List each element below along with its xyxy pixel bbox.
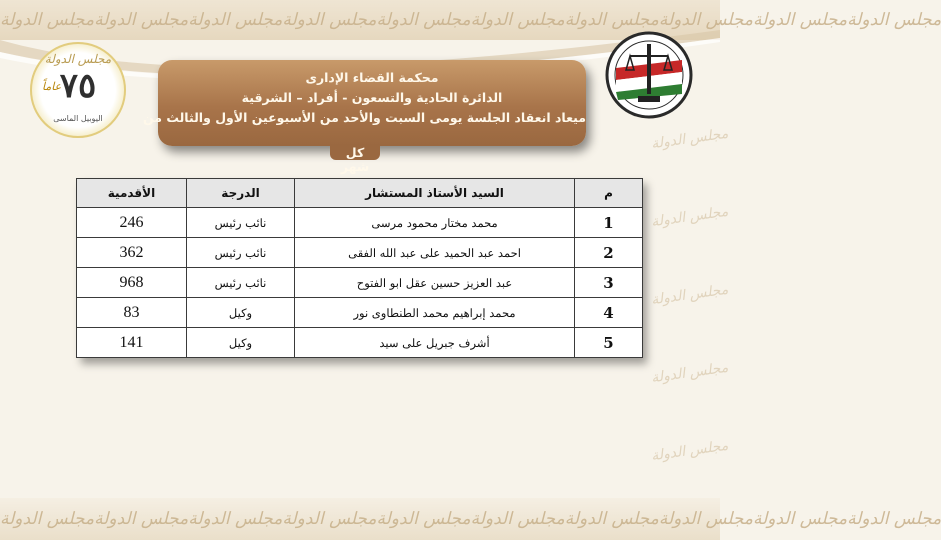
court-name: محكمة القضاء الإدارى	[305, 70, 439, 85]
watermark-text: مجلس الدولة	[847, 509, 941, 529]
watermark-text: مجلس الدولة	[847, 10, 941, 30]
badge-number: ٧٥	[59, 66, 97, 106]
counselor-rank: نائب رئيس	[187, 238, 295, 268]
watermark-text: مجلس الدولة	[658, 509, 753, 529]
counselor-rank: نائب رئيس	[187, 208, 295, 238]
counselor-seniority: 362	[77, 238, 187, 268]
counselor-name: عبد العزيز حسين عقل ابو الفتوح	[295, 268, 575, 298]
counselor-name: محمد إبراهيم محمد الطنطاوى نور	[295, 298, 575, 328]
watermark-text: مجلس الدولة	[94, 509, 189, 529]
judges-table	[76, 178, 643, 358]
table-row	[77, 328, 643, 358]
watermark-text: مجلس الدولة	[650, 203, 730, 231]
table-row	[77, 238, 643, 268]
counselor-seniority: 968	[77, 268, 187, 298]
watermark-text: مجلس الدولة	[188, 509, 283, 529]
watermark-text: مجلس الدولة	[753, 509, 848, 529]
badge-jubilee-label: اليوبيل الماسى	[53, 114, 103, 123]
table-row	[77, 208, 643, 238]
watermark-text: مجلس الدولة	[470, 10, 565, 30]
watermark-text: مجلس الدولة	[0, 509, 95, 529]
watermark-text: مجلس الدولة	[753, 10, 848, 30]
column-header-seniority: الأقدمية	[77, 179, 187, 208]
watermark-text: مجلس الدولة	[282, 10, 377, 30]
watermark-text: مجلس الدولة	[650, 125, 730, 153]
column-header-name: السيد الأستاذ المستشار	[295, 179, 575, 208]
watermark-text: مجلس الدولة	[564, 509, 659, 529]
counselor-rank: وكيل	[187, 328, 295, 358]
badge-top-text: مجلس الدولة	[44, 52, 112, 66]
watermark-text: مجلس الدولة	[470, 509, 565, 529]
watermark-text: مجلس الدولة	[282, 509, 377, 529]
watermark-text: مجلس الدولة	[376, 509, 471, 529]
court-emblem-logo	[604, 30, 694, 120]
counselor-rank: نائب رئيس	[187, 268, 295, 298]
watermark-text: مجلس الدولة	[564, 10, 659, 30]
session-schedule-continuation: كل شهر	[330, 146, 380, 160]
badge-years-label: عاماً	[42, 80, 62, 93]
row-number: 4	[575, 298, 643, 328]
counselor-rank: وكيل	[187, 298, 295, 328]
side-watermarks	[650, 100, 730, 490]
counselor-name: محمد مختار محمود مرسى	[295, 208, 575, 238]
row-number: 5	[575, 328, 643, 358]
counselor-name: أشرف جبريل على سيد	[295, 328, 575, 358]
column-header-num: م	[575, 179, 643, 208]
circuit-name: الدائرة الحادية والتسعون - أفراد – الشرقية	[241, 90, 503, 105]
row-number: 2	[575, 238, 643, 268]
column-header-rank: الدرجة	[187, 179, 295, 208]
counselor-seniority: 83	[77, 298, 187, 328]
watermark-text: مجلس الدولة	[0, 10, 95, 30]
jubilee-badge	[30, 42, 126, 138]
bottom-watermark-band	[0, 498, 941, 540]
judges-table-container	[76, 178, 642, 358]
watermark-text: مجلس الدولة	[650, 359, 730, 387]
watermark-text: مجلس الدولة	[376, 10, 471, 30]
row-number: 1	[575, 208, 643, 238]
watermark-text: مجلس الدولة	[188, 10, 283, 30]
watermark-text: مجلس الدولة	[650, 437, 730, 465]
table-row	[77, 298, 643, 328]
counselor-name: احمد عبد الحميد على عبد الله الفقى	[295, 238, 575, 268]
watermark-text: مجلس الدولة	[94, 10, 189, 30]
watermark-text: مجلس الدولة	[650, 281, 730, 309]
counselor-seniority: 246	[77, 208, 187, 238]
row-number: 3	[575, 268, 643, 298]
session-schedule: ميعاد انعقاد الجلسة يومى السبت والأحد من الأسبوعين الأول والثالث من	[143, 110, 586, 125]
table-row	[77, 268, 643, 298]
counselor-seniority: 141	[77, 328, 187, 358]
table-header-row	[77, 179, 643, 208]
watermark-text: مجلس الدولة	[658, 10, 753, 30]
session-header-box	[143, 60, 586, 146]
